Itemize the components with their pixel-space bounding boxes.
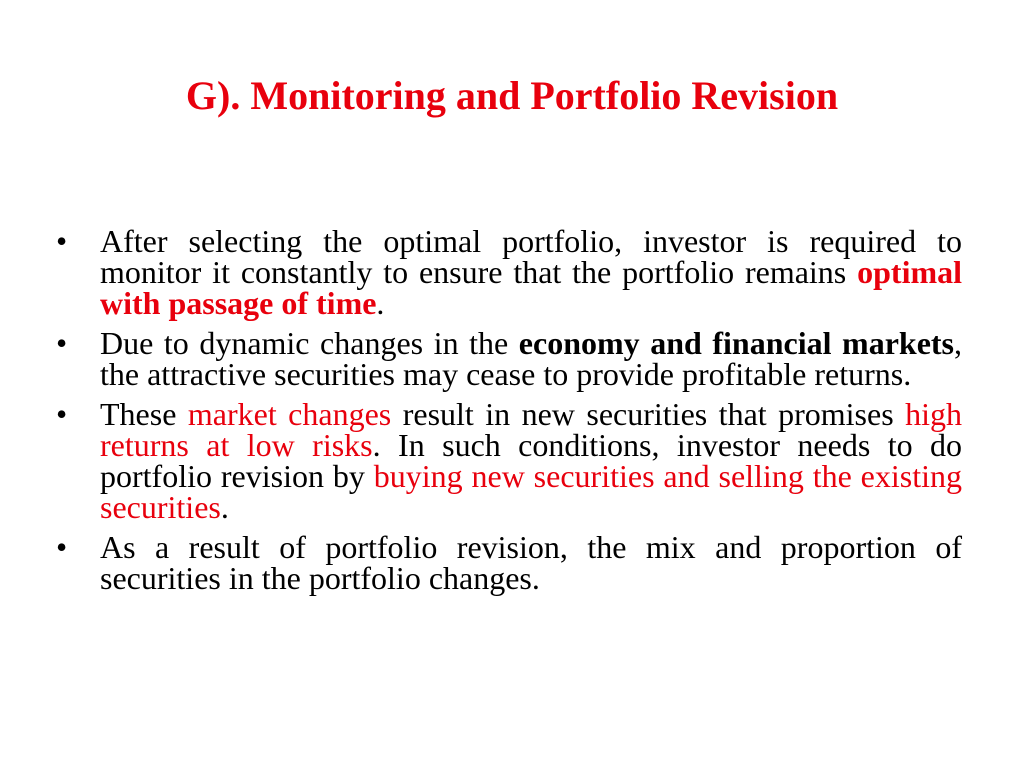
bullet-text: . (376, 285, 385, 321)
highlight-text: optimal with passage of time (100, 254, 962, 321)
highlight-text: high returns at low risks (100, 396, 963, 463)
bullet-icon: • (56, 223, 68, 259)
bullet-text: These (100, 396, 188, 432)
bullet-item (56, 529, 962, 596)
highlight-text: market changes (187, 396, 392, 432)
bullet-text: . (220, 489, 229, 525)
bullet-text: , the attractive securities may cease to provide profitable returns. (100, 325, 963, 392)
bullet-text: After selecting the optimal portfolio, investor is required to monitor it constantly to ensure that the portfolio remains (100, 223, 962, 290)
bullet-list (56, 223, 963, 603)
bullet-text: . In such conditions, investor needs to do portfolio revision by (100, 427, 963, 494)
bullet-text: result in new securities that promises (391, 396, 906, 432)
bullet-text: Due to dynamic changes in the (100, 325, 519, 361)
bullet-text: As a result of portfolio revision, the mix and proportion of securities in the portfolio changes. (100, 529, 962, 596)
highlight-text: buying new securities and selling the existing securities (100, 458, 962, 525)
bullet-item (56, 396, 963, 525)
emphasis-text: economy and financial markets (518, 325, 955, 361)
bullet-icon: • (56, 529, 68, 565)
slide-title: G). Monitoring and Portfolio Revision (185, 73, 839, 118)
bullet-item (56, 325, 963, 392)
bullet-icon: • (56, 325, 68, 361)
bullet-item (56, 223, 962, 321)
bullet-icon: • (56, 396, 68, 432)
